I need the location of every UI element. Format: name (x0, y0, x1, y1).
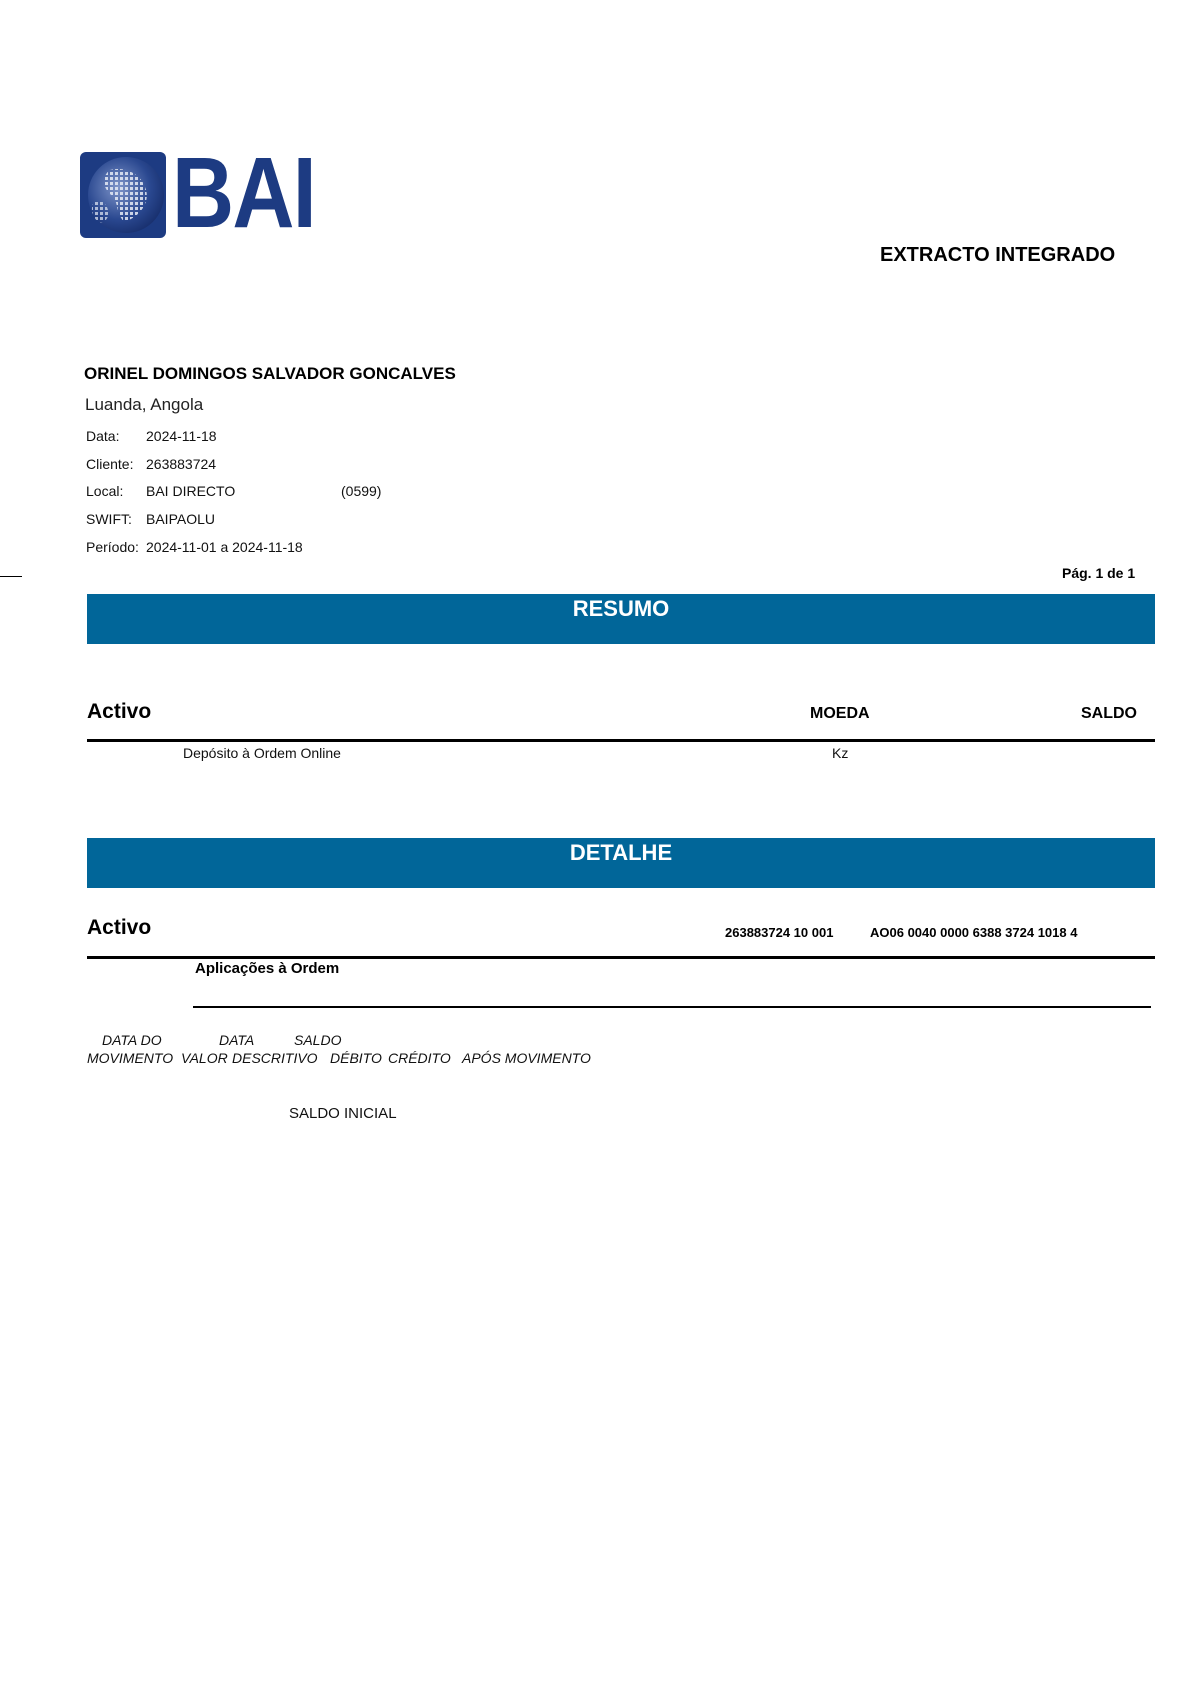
col-data-movimento-line2: MOVIMENTO (87, 1050, 174, 1066)
detalhe-account-number: 263883724 10 001 (725, 925, 834, 940)
col-saldo-line1: SALDO (294, 1032, 342, 1048)
client-label: Cliente: (86, 456, 134, 472)
detalhe-subsection-rule (193, 1006, 1151, 1008)
swift-label: SWIFT: (86, 511, 132, 527)
col-credito: CRÉDITO (388, 1050, 451, 1066)
detalhe-header-rule (87, 956, 1155, 959)
resumo-header-rule (87, 739, 1155, 742)
side-divider (0, 576, 22, 577)
resumo-banner (87, 594, 1155, 644)
date-label: Data: (86, 428, 120, 444)
globe-logo-icon (80, 152, 166, 238)
logo-text: BAI (172, 137, 315, 249)
local-label: Local: (86, 483, 124, 499)
client-name: ORINEL DOMINGOS SALVADOR GONCALVES (84, 364, 456, 383)
local-value: BAI DIRECTO (146, 483, 236, 499)
resumo-row-product: Depósito à Ordem Online (183, 745, 341, 761)
col-data-movimento-line1: DATA DO (102, 1032, 162, 1048)
page-number: Pág. 1 de 1 (1062, 565, 1136, 581)
col-data-valor-line2: VALOR (181, 1050, 228, 1066)
info-date (86, 428, 217, 444)
info-period (86, 539, 303, 555)
bank-logo (80, 137, 326, 249)
col-descritivo: DESCRITIVO (232, 1050, 318, 1066)
detalhe-banner (87, 838, 1155, 888)
client-value: 263883724 (146, 456, 217, 472)
date-value: 2024-11-18 (146, 428, 217, 444)
resumo-col-moeda: MOEDA (810, 705, 870, 722)
col-debito: DÉBITO (330, 1050, 382, 1066)
saldo-inicial-row: SALDO INICIAL (289, 1105, 397, 1122)
info-local (86, 483, 236, 499)
client-city: Luanda, Angola (85, 395, 204, 414)
resumo-section-heading: Activo (87, 700, 152, 723)
detalhe-section-heading: Activo (87, 916, 152, 939)
resumo-row-currency: Kz (832, 745, 849, 761)
document-title: EXTRACTO INTEGRADO (880, 244, 1116, 266)
detalhe-iban: AO06 0040 0000 6388 3724 1018 4 (870, 925, 1078, 940)
resumo-banner-label: RESUMO (572, 596, 670, 621)
resumo-col-saldo: SALDO (1081, 705, 1137, 722)
info-swift (86, 511, 215, 527)
swift-value: BAIPAOLU (146, 511, 215, 527)
detalhe-banner-label: DETALHE (569, 840, 673, 865)
info-client (86, 456, 217, 472)
local-code: (0599) (341, 483, 382, 499)
col-data-valor-line1: DATA (219, 1032, 255, 1048)
col-saldo-line2: APÓS MOVIMENTO (462, 1050, 591, 1066)
period-value: 2024-11-01 a 2024-11-18 (146, 539, 303, 555)
period-label: Período: (86, 539, 139, 555)
detalhe-subsection: Aplicações à Ordem (195, 960, 340, 977)
